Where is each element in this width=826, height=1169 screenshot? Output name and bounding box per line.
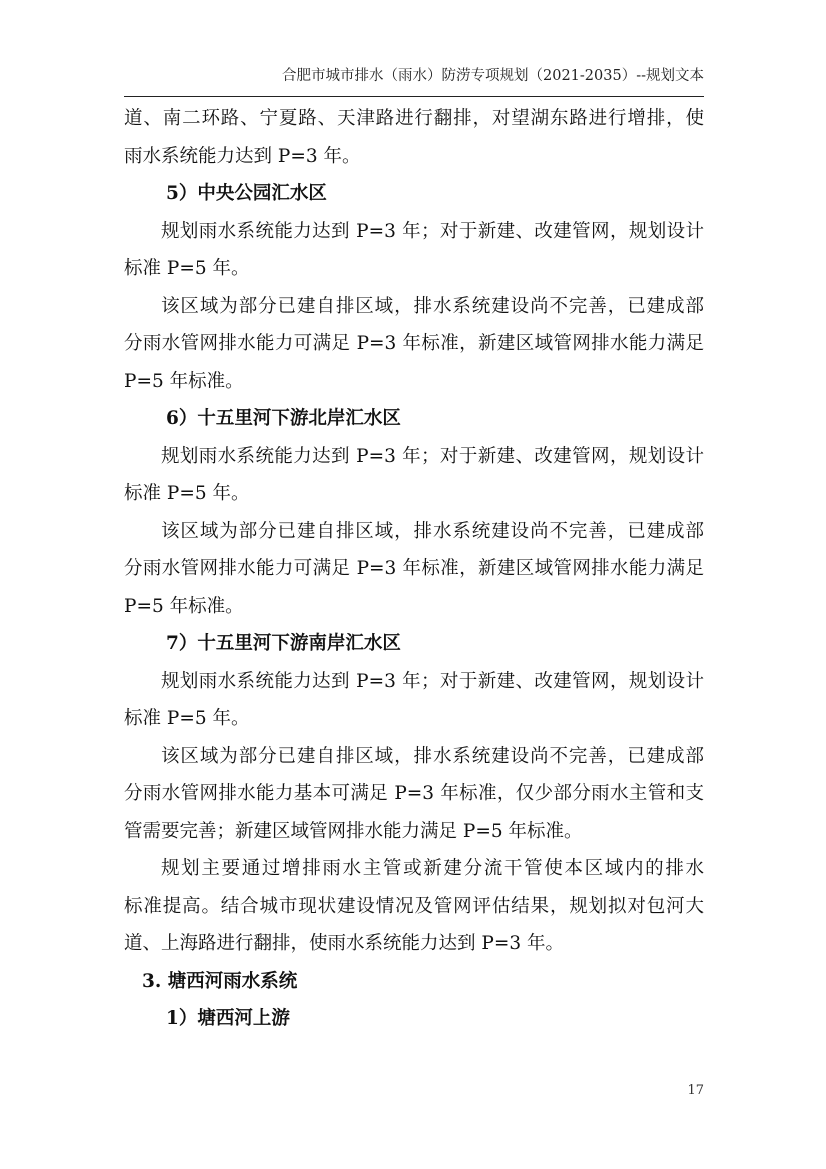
paragraph-line: 标准提高。结合城市现状建设情况及管网评估结果，规划拟对包河大 (124, 895, 704, 917)
section-heading-tangxi-upstream: 1）塘西河上游 (166, 1008, 290, 1029)
paragraph-line: 规划主要通过增排雨水主管或新建分流干管使本区域内的排水 (161, 858, 704, 879)
paragraph-line: 标准 P=5 年。 (124, 483, 250, 504)
paragraph-line: 分雨水管网排水能力基本可满足 P=3 年标准，仅少部分雨水主管和支 (124, 783, 704, 804)
paragraph-line: 该区域为部分已建自排区域，排水系统建设尚不完善，已建成部 (161, 520, 704, 542)
paragraph-line: 规划雨水系统能力达到 P=3 年；对于新建、改建管网，规划设计 (161, 445, 704, 467)
paragraph-line: 分雨水管网排水能力可满足 P=3 年标准，新建区域管网排水能力满足 (124, 558, 704, 579)
section-heading-tangxi-river: 3. 塘西河雨水系统 (142, 970, 298, 992)
paragraph-line: P=5 年标准。 (124, 595, 244, 617)
paragraph-line: 标准 P=5 年。 (124, 708, 250, 729)
section-heading-central-park: 5）中央公园汇水区 (166, 183, 327, 204)
paragraph-line: 雨水系统能力达到 P=3 年。 (124, 145, 361, 167)
paragraph-line: 该区域为部分已建自排区域，排水系统建设尚不完善，已建成部 (161, 745, 704, 767)
page-number: 17 (687, 1083, 704, 1098)
section-heading-south-bank: 7）十五里河下游南岸汇水区 (166, 633, 401, 654)
paragraph-line: 分雨水管网排水能力可满足 P=3 年标准，新建区域管网排水能力满足 (124, 333, 704, 354)
paragraph-line: 道、南二环路、宁夏路、天津路进行翻排，对望湖东路进行增排，使 (124, 108, 704, 129)
paragraph-line: 管需要完善；新建区域管网排水能力满足 P=5 年标准。 (124, 820, 583, 842)
document-body (124, 100, 704, 1038)
paragraph-line: P=5 年标准。 (124, 370, 244, 392)
paragraph-line: 道、上海路进行翻排，使雨水系统能力达到 P=3 年。 (124, 933, 564, 954)
running-header: 合肥市城市排水（雨水）防涝专项规划（2021-2035）--规划文本 (282, 68, 704, 84)
paragraph-line: 标准 P=5 年。 (124, 258, 250, 279)
paragraph-line: 该区域为部分已建自排区域，排水系统建设尚不完善，已建成部 (161, 295, 704, 317)
header-divider (124, 96, 704, 97)
paragraph-line: 规划雨水系统能力达到 P=3 年；对于新建、改建管网，规划设计 (161, 670, 704, 692)
paragraph-line: 规划雨水系统能力达到 P=3 年；对于新建、改建管网，规划设计 (161, 220, 704, 242)
section-heading-north-bank: 6）十五里河下游北岸汇水区 (166, 408, 401, 429)
